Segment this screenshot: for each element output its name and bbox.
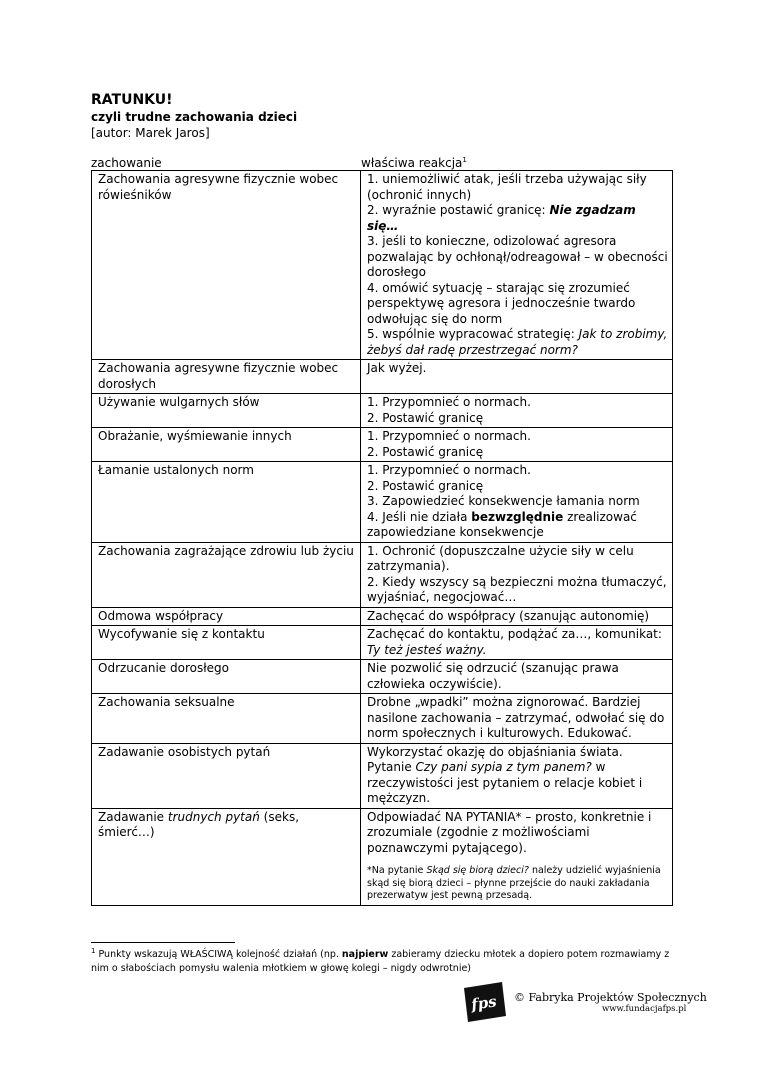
reaction-cell	[361, 462, 673, 543]
document-subtitle: czyli trudne zachowania dzieci	[91, 110, 298, 124]
reaction-cell	[361, 428, 673, 462]
behavior-cell: Zachowania agresywne fizycznie wobec dorosłych	[92, 360, 361, 394]
reaction-text: 2. wyraźnie postawić granicę:	[367, 203, 546, 217]
table-row	[92, 607, 673, 626]
behavior-cell	[92, 808, 361, 905]
footnote-number: 1	[91, 947, 96, 955]
star-note-text: *Na pytanie	[367, 865, 424, 876]
reaction-cell	[361, 171, 673, 360]
reaction-line: 2. Kiedy wszyscy są bezpieczni można tłumaczyć, wyjaśniać, negocjować…	[367, 574, 667, 604]
reaction-cell: Zachęcać do współpracy (szanując autonomię)	[361, 607, 673, 626]
fps-logo-graphic	[460, 980, 508, 1024]
reaction-line	[367, 510, 668, 541]
reaction-cell: Drobne „wpadki” można zignorować. Bardziej nasilone zachowania – zatrzymać, odwołać się do norm społecznych i kulturowych. Edukować.	[361, 694, 673, 744]
table-row	[92, 743, 673, 808]
behavior-text: (seks, śmierć…)	[98, 809, 300, 839]
reaction-line: 4. omówić sytuację – starając się zrozumieć perspektywę agresora i jednocześnie twardo odwołując się do norm	[367, 280, 636, 326]
star-note	[367, 865, 668, 903]
table-row	[92, 428, 673, 462]
reaction-line: 1. Przypomnieć o normach.	[367, 463, 531, 477]
reaction-line: 2. Postawić granicę	[367, 410, 484, 425]
reaction-italic: Jak to zrobimy, żebyś dał radę przestrzegać norm?	[367, 327, 668, 357]
reaction-line: 1. Ochronić (dopuszczalne użycie siły w celu zatrzymania).	[367, 543, 634, 573]
footnote	[91, 948, 681, 975]
reaction-text: zrealizować zapowiedziane konsekwencje	[367, 509, 637, 539]
footnote-text: Punkty wskazują WŁAŚCIWĄ kolejność działań (np.	[98, 949, 339, 960]
reaction-line: 2. Postawić granicę	[367, 478, 484, 493]
column-header-reaction	[361, 155, 467, 171]
reaction-line: 3. Zapowiedzieć konsekwencje łamania norm	[367, 494, 640, 508]
reaction-line: Odpowiadać NA PYTANIA* – prosto, konkretnie i zrozumiale (zgodnie z możliwościami poznawczymi pytającego).	[367, 809, 652, 855]
behavior-cell: Odrzucanie dorosłego	[92, 660, 361, 694]
reaction-emphasis: Nie zgadzam się…	[367, 203, 636, 233]
behavior-cell: Obrażanie, wyśmiewanie innych	[92, 428, 361, 462]
reaction-text: 5. wspólnie wypracować strategię:	[367, 327, 575, 341]
document-author: [autor: Marek Jaros]	[91, 126, 210, 140]
reaction-italic: Ty też jesteś ważny.	[367, 642, 487, 657]
reaction-cell	[361, 808, 673, 905]
behavior-reaction-table	[91, 170, 673, 906]
reaction-line: 2. Postawić granicę	[367, 444, 484, 459]
reaction-text: w rzeczywistości jest pytaniem o relacje kobiet i mężczyzn.	[367, 760, 643, 805]
behavior-cell: Łamanie ustalonych norm	[92, 462, 361, 543]
table-row	[92, 660, 673, 694]
reaction-text: 4. Jeśli nie działa	[367, 509, 468, 524]
table-row	[92, 626, 673, 660]
reaction-text: Wykorzystać okazję do objaśniania świata. Pytanie	[367, 744, 623, 774]
footnote-ref: 1	[462, 156, 467, 164]
reaction-text: Zachęcać do kontaktu, podążać za…, komunikat:	[367, 627, 662, 641]
column-header-reaction-label: właściwa reakcja	[361, 156, 463, 170]
reaction-line: 1. uniemożliwić atak, jeśli trzeba używając siły (ochronić innych)	[367, 172, 647, 202]
footnote-bold: najpierw	[341, 949, 389, 960]
table-row	[92, 171, 673, 360]
behavior-text: Zadawanie	[98, 809, 165, 824]
star-note-text: należy udzielić wyjaśnienia skąd się biorą dzieci – płynne przejście do nauki zakładania prezerwatyw jest pewną przesadą.	[367, 865, 661, 901]
table-row	[92, 542, 673, 607]
behavior-cell: Zadawanie osobistych pytań	[92, 743, 361, 808]
behavior-cell: Wycofywanie się z kontaktu	[92, 626, 361, 660]
fps-logo	[460, 980, 508, 1024]
table-row	[92, 394, 673, 428]
reaction-cell	[361, 743, 673, 808]
behavior-cell: Odmowa współpracy	[92, 607, 361, 626]
reaction-italic: Czy pani sypia z tym panem?	[415, 760, 592, 774]
reaction-cell	[361, 394, 673, 428]
table-row	[92, 808, 673, 905]
behavior-italic: trudnych pytań	[167, 809, 260, 824]
reaction-cell	[361, 542, 673, 607]
reaction-line: 1. Przypomnieć o normach.	[367, 429, 531, 443]
table-row	[92, 462, 673, 543]
column-header-behavior: zachowanie	[91, 156, 162, 170]
document-title: RATUNKU!	[91, 92, 173, 108]
table-row	[92, 360, 673, 394]
copyright-text: © Fabryka Projektów Społecznych	[514, 991, 707, 1004]
reaction-line	[367, 327, 668, 358]
website-url: www.fundacjafps.pl	[602, 1004, 687, 1014]
logo-text: fps	[470, 992, 498, 1014]
reaction-cell: Nie pozwolić się odrzucić (szanując prawa człowieka oczywiście).	[361, 660, 673, 694]
reaction-cell: Jak wyżej.	[361, 360, 673, 394]
behavior-cell: Zachowania seksualne	[92, 694, 361, 744]
behavior-cell: Zachowania zagrażające zdrowiu lub życiu	[92, 542, 361, 607]
behavior-cell: Zachowania agresywne fizycznie wobec rówieśników	[92, 171, 361, 360]
reaction-line	[367, 203, 668, 234]
reaction-line: 1. Przypomnieć o normach.	[367, 395, 531, 409]
footnote-divider	[91, 942, 235, 943]
table-row	[92, 694, 673, 744]
reaction-line: 3. jeśli to konieczne, odizolować agresora pozwalając by ochłonął/odreagował – w obecności dorosłego	[367, 234, 668, 279]
reaction-cell	[361, 626, 673, 660]
footnote-text: zabieramy dziecku młotek a dopiero potem rozmawiamy z nim o słabościach pomysłu walenia młotkiem w głowę kolegi – nigdy odwrotnie)	[91, 949, 670, 974]
reaction-bold: bezwzględnie	[471, 509, 564, 524]
star-note-italic: Skąd się biorą dzieci?	[426, 865, 529, 876]
behavior-cell: Używanie wulgarnych słów	[92, 394, 361, 428]
